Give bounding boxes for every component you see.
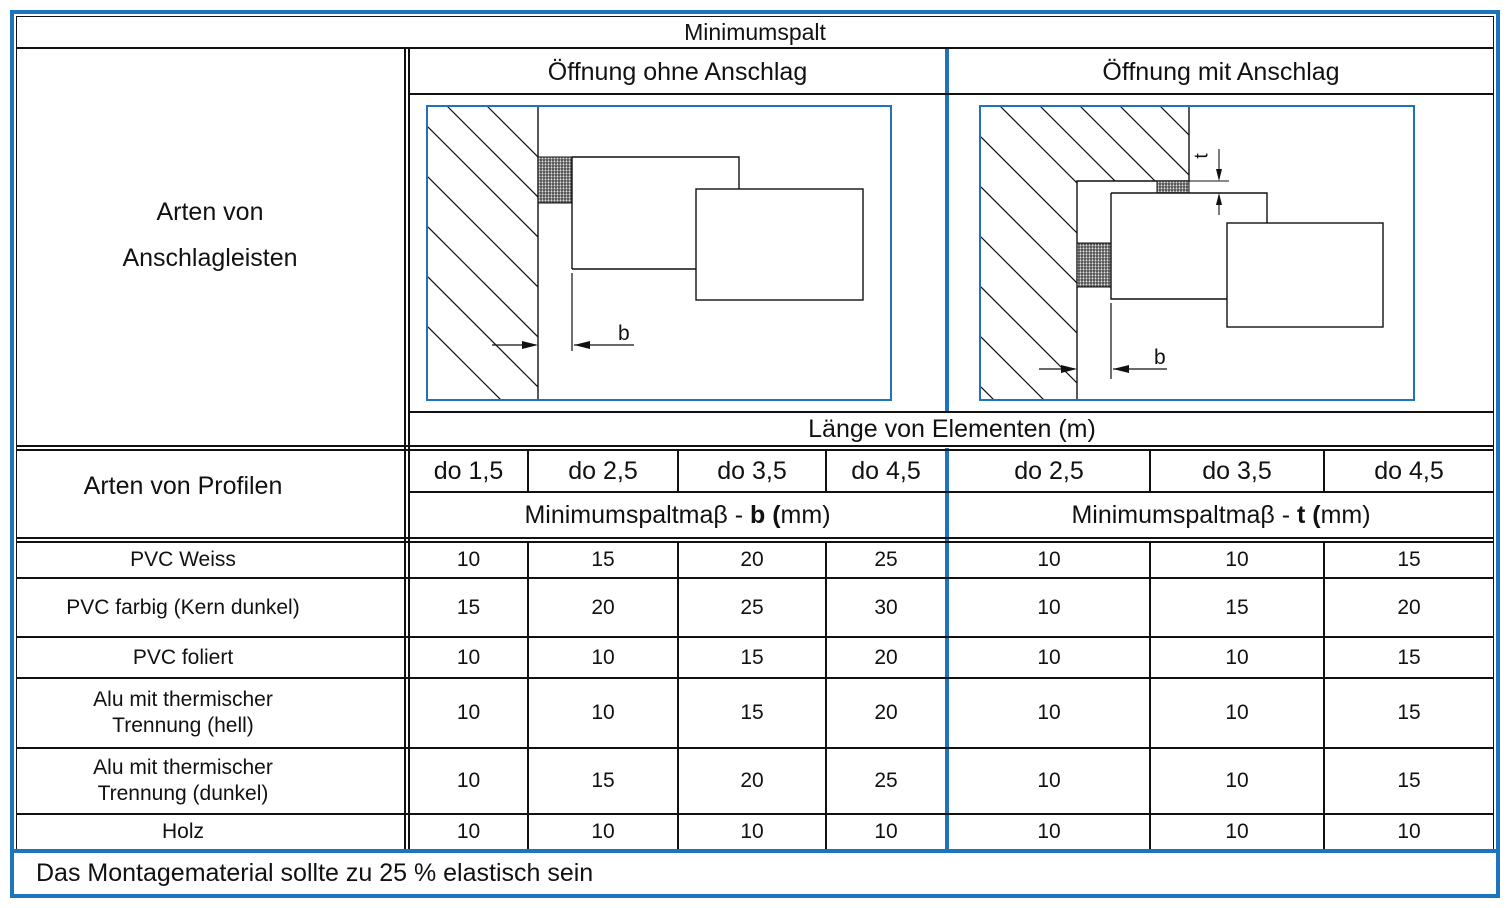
row-label: Alu mit thermischer Trennung (hell): [93, 688, 273, 737]
table-cell: 10: [456, 701, 481, 724]
dim-label-b-right: b: [1154, 346, 1166, 369]
table-cell: 10: [456, 548, 481, 571]
length-col-6: do 3,5: [1202, 457, 1272, 485]
row-label: PVC Weiss: [130, 548, 236, 571]
length-col-5: do 2,5: [1014, 457, 1084, 485]
table-cell: 20: [740, 769, 764, 792]
dim-label-b-left: b: [618, 322, 630, 345]
table-cell: 20: [874, 701, 898, 724]
dim-label-t-right: t: [1191, 153, 1213, 159]
table-cell: 20: [1397, 595, 1421, 619]
row-label: PVC foliert: [132, 645, 234, 669]
row-label-profile-types: Arten von Profilen: [83, 472, 283, 500]
header-without-stop: Öffnung ohne Anschlag: [547, 58, 808, 86]
table-cell: 15: [591, 769, 615, 792]
length-col-7: do 4,5: [1374, 457, 1444, 485]
length-col-4: do 4,5: [851, 457, 921, 485]
table-cell: 15: [740, 701, 764, 724]
table-cell: 15: [1397, 701, 1421, 724]
diagram-with-stop: [979, 105, 1415, 401]
table-cell: 15: [456, 595, 481, 619]
table-cell: 10: [1225, 820, 1249, 843]
length-header: Länge von Elementen (m): [808, 415, 1096, 443]
table-cell: 25: [874, 548, 898, 571]
table-cell: 15: [591, 548, 615, 571]
table-cell: 15: [1397, 548, 1421, 571]
outer-frame-right: [1496, 10, 1500, 898]
table-cell: 10: [591, 820, 615, 843]
table-cell: 10: [1397, 820, 1421, 843]
row-label: Holz: [161, 820, 204, 843]
table-cell: 10: [1037, 701, 1061, 724]
table-cell: 10: [1037, 820, 1061, 843]
table-cell: 30: [874, 595, 898, 619]
table-cell: 10: [1037, 769, 1061, 792]
table-cell: 15: [1397, 769, 1421, 792]
header-with-stop: Öffnung mit Anschlag: [1102, 58, 1340, 86]
table-cell: 10: [591, 645, 615, 669]
table-cell: 10: [1037, 548, 1061, 571]
length-col-1: do 1,5: [433, 457, 504, 485]
diagram-without-stop: [426, 105, 892, 401]
length-col-3: do 3,5: [717, 457, 787, 485]
min-gap-t-header: Minimumspaltmaβ - t ( mm): [1071, 501, 1371, 529]
table-cell: 20: [740, 548, 764, 571]
table-cell: 25: [874, 769, 898, 792]
table-cell: 15: [1225, 595, 1249, 619]
table-cell: 10: [1225, 548, 1249, 571]
table-cell: 10: [874, 820, 898, 843]
table-cell: 20: [591, 595, 615, 619]
outer-frame-left: [10, 10, 14, 898]
outer-frame-top: [10, 10, 1500, 14]
table-cell: 10: [456, 820, 481, 843]
table-cell: 10: [456, 769, 481, 792]
table-cell: 10: [1225, 645, 1249, 669]
table-cell: 20: [874, 645, 898, 669]
table-cell: 10: [591, 701, 615, 724]
table-cell: 10: [1037, 645, 1061, 669]
table-cell: 10: [456, 645, 481, 669]
min-gap-b-header: Minimumspaltmaβ - b ( mm): [524, 501, 831, 529]
row-label-stop-types: Arten von Anschlagleisten: [122, 198, 298, 272]
table-cell: 10: [1037, 595, 1061, 619]
table-cell: 10: [1225, 769, 1249, 792]
footer-note: Das Montagematerial sollte zu 25 % elastisch sein: [36, 859, 594, 887]
table-cell: 10: [740, 820, 764, 843]
outer-frame-bottom: [10, 894, 1500, 898]
row-label: PVC farbig (Kern dunkel): [66, 595, 300, 619]
table-title: Minimumspalt: [684, 19, 826, 45]
table-cell: 15: [1397, 645, 1421, 669]
table-cell: 25: [740, 595, 764, 619]
row-label: Alu mit thermischer Trennung (dunkel): [93, 756, 273, 805]
table-cell: 10: [1225, 701, 1249, 724]
table-cell: 15: [740, 645, 764, 669]
length-col-2: do 2,5: [568, 457, 638, 485]
